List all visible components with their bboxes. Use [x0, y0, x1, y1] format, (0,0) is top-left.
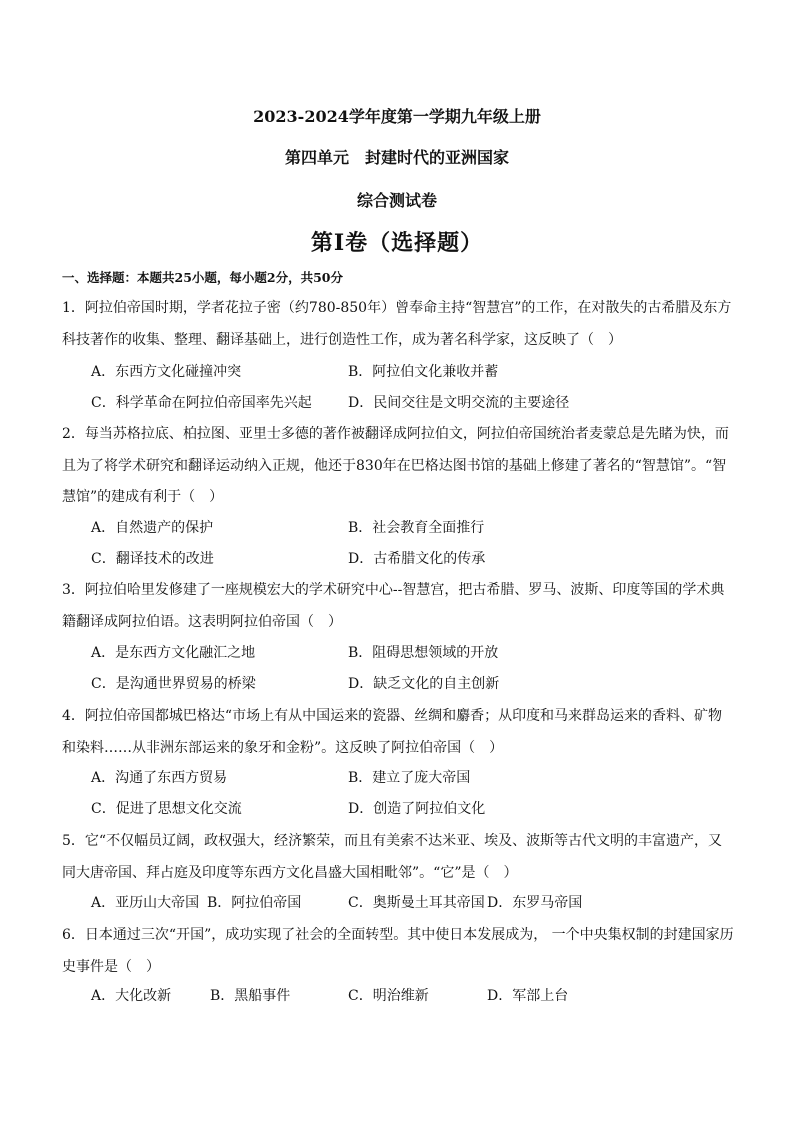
- question-4-option-b: B．建立了庞大帝国: [348, 770, 471, 786]
- question-6-stem: 6．日本通过三次“开国”，成功实现了社会的全面转型。其中使日本发展成为， 一个中央集权制的封建国家历史事件是（ ）: [62, 927, 734, 975]
- question-2-option-a: A．自然遗产的保护: [91, 520, 214, 536]
- question-5-stem: 5．它“不仅幅员辽阔，政权强大，经济繁荣，而且有美索不达米亚、埃及、波斯等古代文明的丰富遗产，又同大唐帝国、拜占庭及印度等东西方文化昌盛大国相毗邻”。“它”是（ ）: [62, 833, 723, 881]
- question-5-option-c: C．奥斯曼土耳其帝国: [348, 895, 485, 911]
- question-3-option-b: B．阻碍思想领域的开放: [348, 645, 499, 661]
- question-1-option-c: C．科学革命在阿拉伯帝国率先兴起: [91, 395, 312, 411]
- test-title: 综合测试卷: [356, 191, 437, 210]
- question-3-stem: 3．阿拉伯哈里发修建了一座规模宏大的学术研究中心--智慧宫，把古希腊、罗马、波斯、印度等国的学术典籍翻译成阿拉伯语。这表明阿拉伯帝国（ ）: [62, 582, 725, 630]
- question-4-stem: 4．阿拉伯帝国都城巴格达“市场上有从中国运来的瓷器、丝绸和麝香；从印度和马来群岛运来的香料、矿物和染料……从非洲东部运来的象牙和金粉”。这反映了阿拉伯帝国（ ）: [62, 708, 723, 756]
- question-1-option-d: D．民间交往是文明交流的主要途径: [348, 395, 570, 411]
- question-5-option-d: D．东罗马帝国: [487, 895, 583, 911]
- question-5-option-b: B．阿拉伯帝国: [207, 895, 302, 911]
- question-4-option-c: C．促进了思想文化交流: [91, 801, 242, 817]
- question-4-option-a: A．沟通了东西方贸易: [91, 770, 228, 786]
- section-heading: 一、选择题：本题共25小题，每小题2分，共50分: [62, 270, 343, 285]
- question-3-option-c: C．是沟通世界贸易的桥梁: [91, 676, 256, 692]
- question-2-option-b: B．社会教育全面推行: [348, 520, 485, 536]
- question-1-option-b: B．阿拉伯文化兼收并蓄: [348, 364, 499, 380]
- question-3-option-a: A．是东西方文化融汇之地: [91, 645, 256, 661]
- question-1-option-a: A．东西方文化碰撞冲突: [91, 364, 242, 380]
- question-6-option-d: D．军部上台: [487, 988, 569, 1004]
- unit-title: 第四单元 封建时代的亚洲国家: [284, 148, 509, 167]
- question-5-option-a: A．亚历山大帝国: [91, 895, 200, 911]
- question-3-option-d: D．缺乏文化的自主创新: [348, 676, 500, 692]
- question-2-option-c: C．翻译技术的改进: [91, 551, 214, 567]
- question-4-option-d: D．创造了阿拉伯文化: [348, 801, 486, 817]
- part-title: 第Ⅰ卷（选择题）: [310, 230, 484, 256]
- question-1-stem: 1．阿拉伯帝国时期，学者花拉子密（约780-850年）曾奉命主持“智慧宫”的工作，在对散失的古希腊及东方科技著作的收集、整理、翻译基础上，进行创造性工作，成为著名科学家，这反映了（ ）: [62, 300, 732, 348]
- question-6-option-a: A．大化改新: [91, 988, 172, 1004]
- exam-year-title: 2023-2024学年度第一学期九年级上册: [253, 107, 541, 126]
- question-2-option-d: D．古希腊文化的传承: [348, 551, 486, 567]
- question-6-option-c: C．明治维新: [348, 988, 429, 1004]
- question-6-option-b: B．黑船事件: [210, 988, 291, 1004]
- question-2-stem: 2．每当苏格拉底、柏拉图、亚里士多德的著作被翻译成阿拉伯文，阿拉伯帝国统治者麦蒙总是先睹为快，而且为了将学术研究和翻译运动纳入正规，他还于830年在巴格达图书馆的基础上修建了著名的“智慧馆”。“智慧馆”的建成有利于（ ）: [62, 426, 729, 505]
